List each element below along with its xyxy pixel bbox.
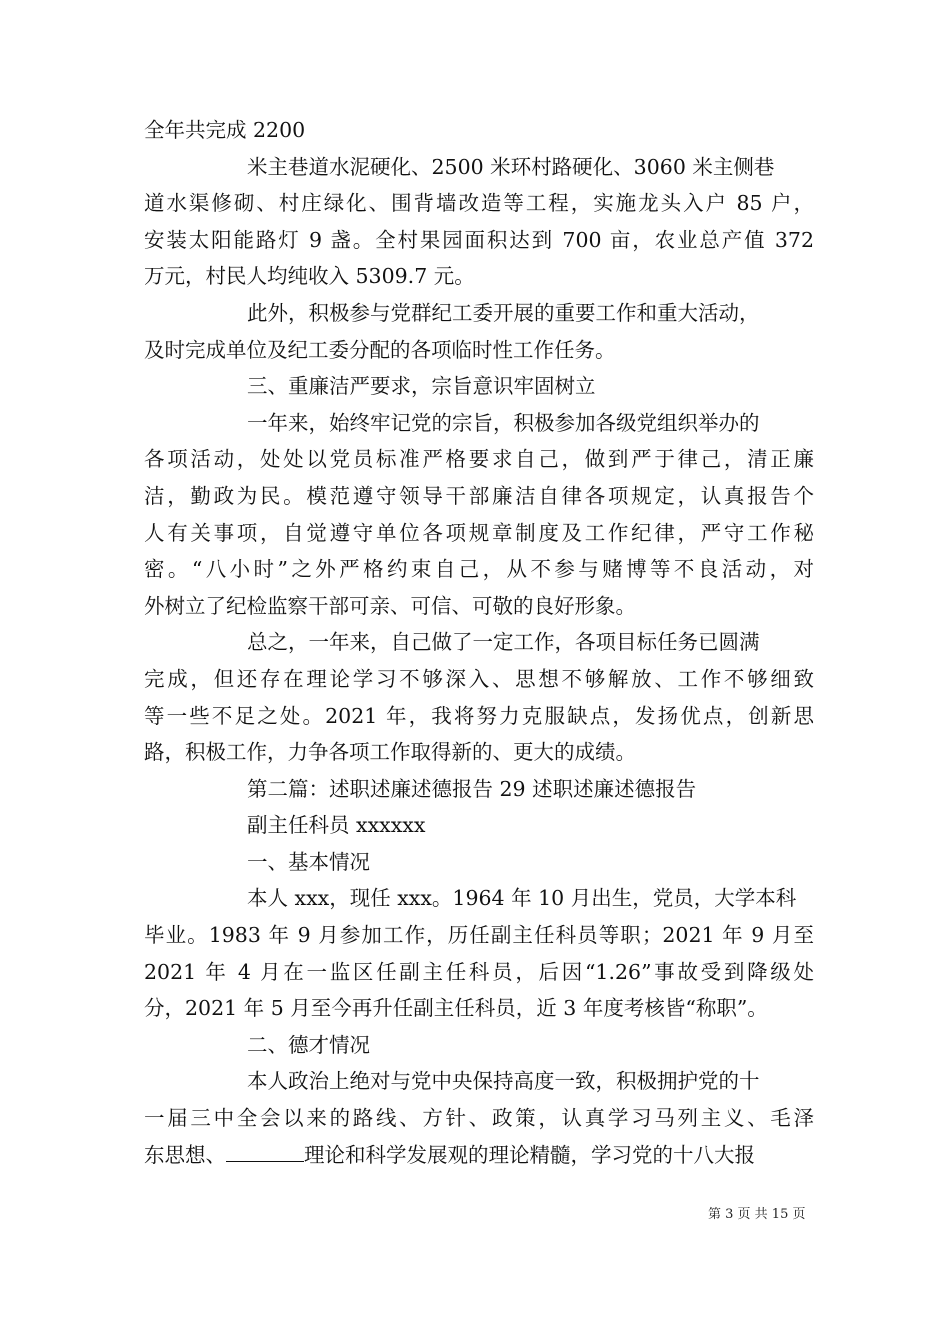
text-line: 万元，村民人均纯收入 5309.7 元。 <box>144 264 475 289</box>
section-heading: 第二篇：述职述廉述德报告 29 述职述廉述德报告 <box>247 776 697 801</box>
text-line: 分，2021 年 5 月至今再升任副主任科员，近 3 年度考核皆“称职”。 <box>144 996 768 1021</box>
text-line: 全年共完成 2200 <box>144 118 306 142</box>
text-line: 等一些不足之处。2021 年，我将努力克服缺点，发扬优点，创新思 <box>144 703 814 728</box>
text-line: 道水渠修砌、村庄绿化、围背墙改造等工程，实施龙头入户 85 户， <box>144 191 814 216</box>
body-text <box>144 112 814 1173</box>
text-line: 外树立了纪检监察干部可亲、可信、可敬的良好形象。 <box>144 593 636 618</box>
text-line: 此外，积极参与党群纪工委开展的重要工作和重大活动， <box>247 300 760 325</box>
text-line: 人有关事项，自觉遵守单位各项规章制度及工作纪律，严守工作秘 <box>144 520 814 545</box>
text-line <box>144 1137 814 1174</box>
text-fragment: 理论和科学发展观的理论精髓，学习党的十八大报 <box>304 1142 755 1167</box>
text-line: 副主任科员 xxxxxx <box>247 813 426 838</box>
text-line: 总之，一年来，自己做了一定工作，各项目标任务已圆满 <box>247 630 760 655</box>
text-line: 密。“八小时”之外严格约束自己，从不参与赌博等不良活动，对 <box>144 557 814 582</box>
text-line: 本人政治上绝对与党中央保持高度一致，积极拥护党的十 <box>247 1069 760 1094</box>
section-heading: 一、基本情况 <box>247 849 370 874</box>
section-heading: 二、德才情况 <box>247 1032 370 1057</box>
text-line: 本人 xxx，现任 xxx。1964 年 10 月出生，党员，大学本科 <box>247 886 797 911</box>
text-line: 一届三中全会以来的路线、方针、政策，认真学习马列主义、毛泽 <box>144 1106 814 1131</box>
text-line: 及时完成单位及纪工委分配的各项临时性工作任务。 <box>144 337 616 362</box>
text-line: 路，积极工作，力争各项工作取得新的、更大的成绩。 <box>144 740 636 765</box>
text-line: 各项活动，处处以党员标准严格要求自己，做到严于律己，清正廉 <box>144 447 814 472</box>
text-line: 完成，但还存在理论学习不够深入、思想不够解放、工作不够细致 <box>144 666 814 691</box>
text-line: 毕业。1983 年 9 月参加工作，历任副主任科员等职；2021 年 9 月至 <box>144 923 814 948</box>
text-line: 一年来，始终牢记党的宗旨，积极参加各级党组织举办的 <box>247 410 760 435</box>
text-line: 洁，勤政为民。模范遵守领导干部廉洁自律各项规定，认真报告个 <box>144 483 814 508</box>
text-line: 安装太阳能路灯 9 盏。全村果园面积达到 700 亩，农业总产值 372 <box>144 227 814 252</box>
fill-in-blank <box>226 1139 304 1162</box>
section-heading: 三、重廉洁严要求，宗旨意识牢固树立 <box>247 374 596 399</box>
page-number: 第 3 页 共 15 页 <box>708 1207 806 1222</box>
text-line: 2021 年 4 月在一监区任副主任科员，后因“1.26”事故受到降级处 <box>144 959 814 984</box>
text-fragment: 东思想、 <box>144 1142 226 1167</box>
text-line: 米主巷道水泥硬化、2500 米环村路硬化、3060 米主侧巷 <box>247 154 775 179</box>
